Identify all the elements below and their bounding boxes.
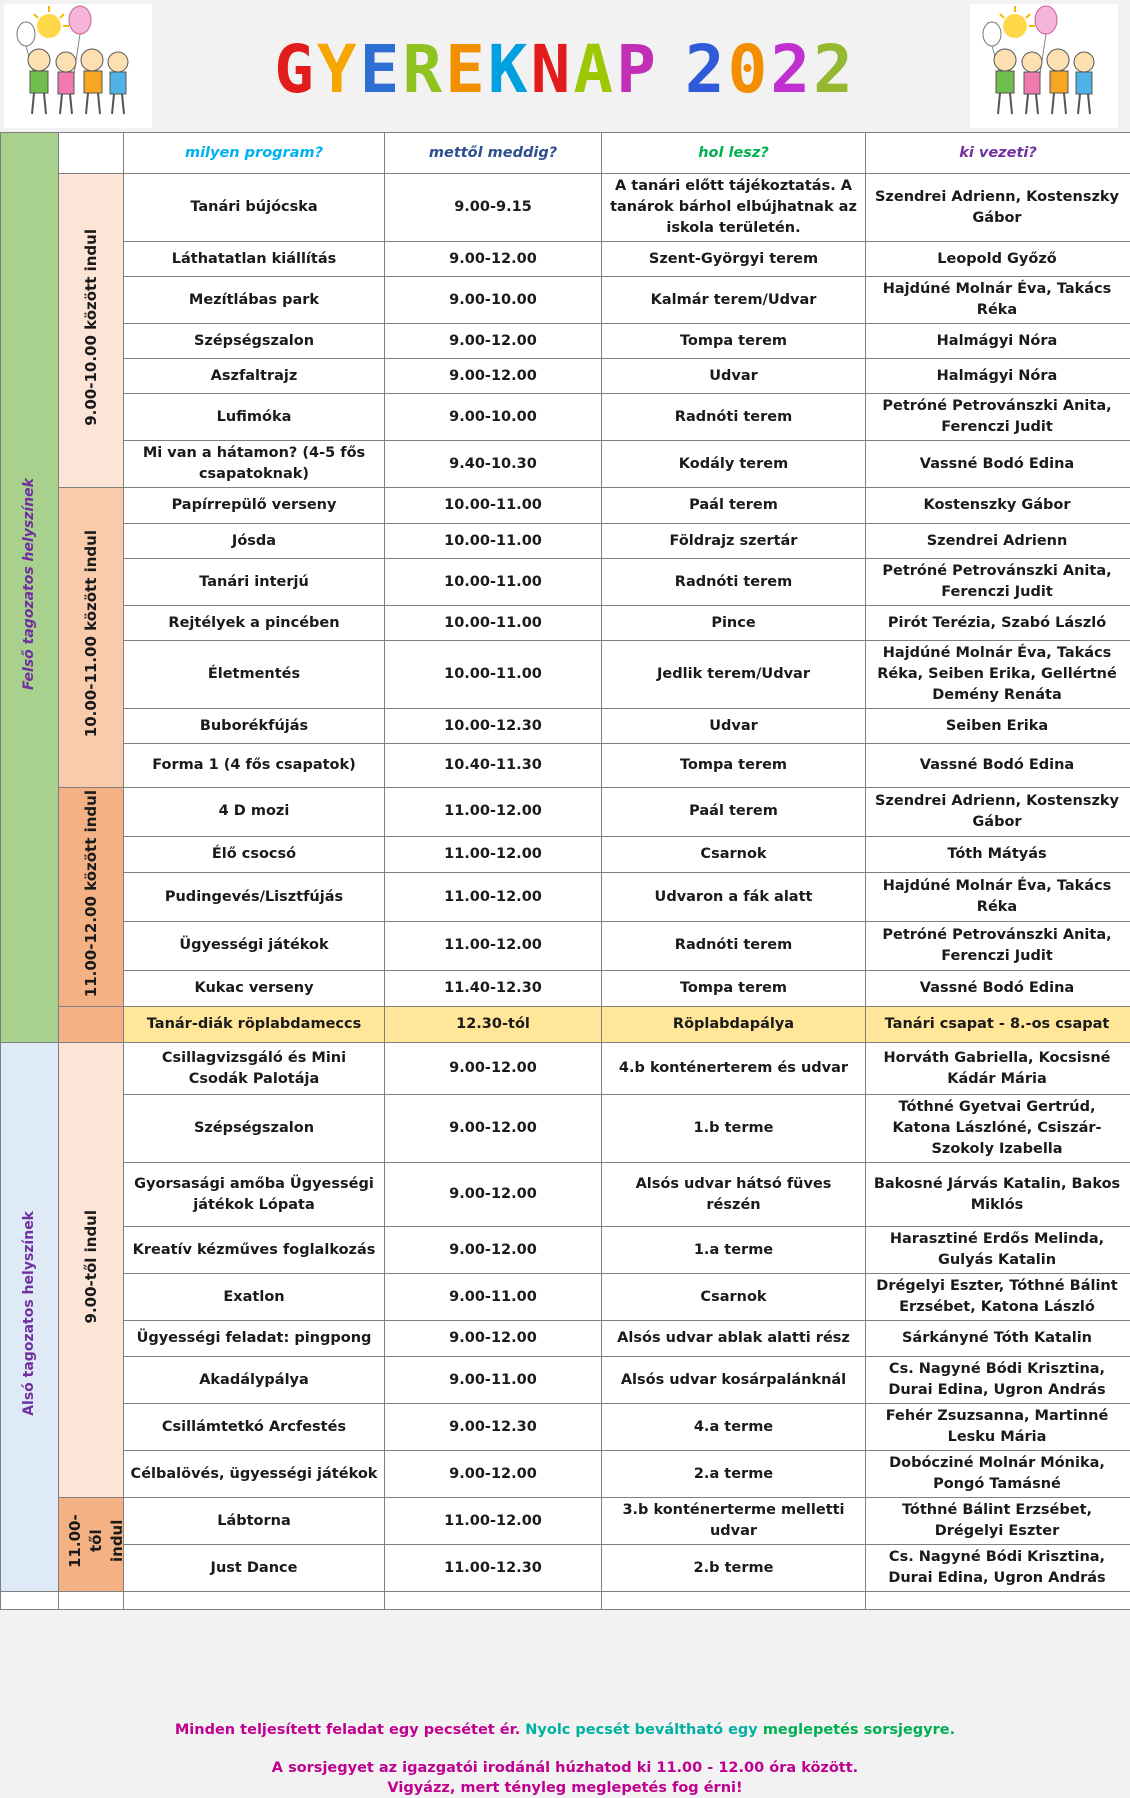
cell-time: 11.00-12.00	[385, 873, 602, 922]
cell-program: Tanári bújócska	[124, 174, 385, 242]
cell-program: Életmentés	[124, 641, 385, 709]
time-group-g4	[59, 1043, 124, 1498]
cell-place: Alsós udvar kosárpalánknál	[602, 1357, 866, 1404]
table-row	[1, 1321, 1130, 1357]
cell-time: 10.00-11.00	[385, 524, 602, 559]
table-row	[1, 970, 1130, 1006]
cell-time: 11.00-12.00	[385, 836, 602, 872]
cell-program: Forma 1 (4 fős csapatok)	[124, 744, 385, 788]
cell-leader: Kostenszky Gábor	[866, 488, 1130, 524]
cell-place: 3.b konténerterme melletti udvar	[602, 1498, 866, 1545]
cell-leader: Horváth Gabriella, Kocsisné Kádár Mária	[866, 1043, 1130, 1095]
cell-place: Udvaron a fák alatt	[602, 873, 866, 922]
title-letter: E	[359, 31, 403, 108]
cell-time: 10.00-12.30	[385, 709, 602, 744]
page-title	[0, 30, 1130, 110]
table-row	[1, 1163, 1130, 1227]
blank-cell	[602, 1592, 866, 1610]
cell-time: 9.00-9.15	[385, 174, 602, 242]
cell-time: 11.00-12.30	[385, 1545, 602, 1592]
table-row	[1, 1007, 1130, 1043]
cell-place: Jedlik terem/Udvar	[602, 641, 866, 709]
table-row	[1, 1357, 1130, 1404]
cell-place: 1.b terme	[602, 1095, 866, 1163]
cell-leader: Pirót Terézia, Szabó László	[866, 606, 1130, 641]
cell-program: Kreatív kézműves foglalkozás	[124, 1227, 385, 1274]
time-group-g3-extra	[59, 1007, 124, 1043]
time-group-label: 10.00-11.00 között indul	[81, 530, 100, 738]
cell-program: Gyorsasági amőba Ügyességi játékok Lópata	[124, 1163, 385, 1227]
cell-place: Paál terem	[602, 788, 866, 837]
table-row	[1, 709, 1130, 744]
cell-time: 9.00-10.00	[385, 277, 602, 324]
table-row	[1, 488, 1130, 524]
cell-time: 11.00-12.00	[385, 1498, 602, 1545]
cell-program: Buborékfújás	[124, 709, 385, 744]
cell-leader: Vassné Bodó Edina	[866, 744, 1130, 788]
cell-leader: Szendrei Adrienn, Kostenszky Gábor	[866, 788, 1130, 837]
cell-place: A tanári előtt tájékoztatás. A tanárok bárhol elbújhatnak az iskola területén.	[602, 174, 866, 242]
cell-leader: Petróné Petrovánszki Anita, Ferenczi Judit	[866, 921, 1130, 970]
cell-place: Radnóti terem	[602, 921, 866, 970]
title-letter: 0	[727, 31, 771, 108]
cell-program: Lábtorna	[124, 1498, 385, 1545]
table-row	[1, 641, 1130, 709]
cell-time: 9.00-12.00	[385, 1227, 602, 1274]
cell-time: 9.00-12.00	[385, 1163, 602, 1227]
cell-program: Kukac verseny	[124, 970, 385, 1006]
title-letter: Y	[316, 31, 360, 108]
blank-cell	[124, 1592, 385, 1610]
cell-leader: Petróné Petrovánszki Anita, Ferenczi Judit	[866, 559, 1130, 606]
time-group-label: 9.00-10.00 között indul	[81, 228, 100, 426]
blank-row	[1, 1592, 1130, 1610]
table-row	[1, 242, 1130, 277]
title-letter: K	[487, 31, 531, 108]
cell-leader: Vassné Bodó Edina	[866, 441, 1130, 488]
cell-time: 10.00-11.00	[385, 641, 602, 709]
cell-time: 12.30-tól	[385, 1007, 602, 1043]
title-letter: G	[274, 31, 317, 108]
footer	[0, 1694, 1130, 1798]
cell-place: Csarnok	[602, 1274, 866, 1321]
time-group-label: 9.00-től indul	[81, 1209, 100, 1324]
cell-leader: Szendrei Adrienn, Kostenszky Gábor	[866, 174, 1130, 242]
cell-leader: Leopold Győző	[866, 242, 1130, 277]
cell-time: 9.00-11.00	[385, 1274, 602, 1321]
cell-program: Akadálypálya	[124, 1357, 385, 1404]
cell-leader: Hajdúné Molnár Éva, Takács Réka	[866, 277, 1130, 324]
cell-leader: Hajdúné Molnár Éva, Takács Réka	[866, 873, 1130, 922]
cell-time: 10.00-11.00	[385, 559, 602, 606]
cell-leader: Halmágyi Nóra	[866, 324, 1130, 359]
children-illustration-right	[970, 4, 1118, 128]
cell-place: Földrajz szertár	[602, 524, 866, 559]
table-row	[1, 559, 1130, 606]
header-blank	[59, 133, 124, 174]
cell-place: Kodály terem	[602, 441, 866, 488]
time-group-label: 11.00-12.00 között indul	[81, 790, 100, 998]
cell-place: 4.a terme	[602, 1404, 866, 1451]
table-row	[1, 836, 1130, 872]
footer-line-1-b: Nyolc pecsét beváltható egy	[525, 1722, 758, 1738]
cell-time: 11.00-12.00	[385, 788, 602, 837]
cell-leader: Sárkányné Tóth Katalin	[866, 1321, 1130, 1357]
cell-place: 1.a terme	[602, 1227, 866, 1274]
table-row	[1, 606, 1130, 641]
cell-program: Élő csocsó	[124, 836, 385, 872]
cell-program: Mi van a hátamon? (4-5 fős csapatoknak)	[124, 441, 385, 488]
blank-cell	[59, 1592, 124, 1610]
cell-time: 9.00-12.00	[385, 1451, 602, 1498]
cell-program: Rejtélyek a pincében	[124, 606, 385, 641]
footer-line-1-a: Minden teljesített feladat egy pecsétet ér.	[174, 1722, 521, 1738]
cell-place: Kalmár terem/Udvar	[602, 277, 866, 324]
table-row	[1, 1545, 1130, 1592]
cell-leader: Halmágyi Nóra	[866, 359, 1130, 394]
table-row	[1, 277, 1130, 324]
table-row	[1, 1095, 1130, 1163]
cell-program: Aszfaltrajz	[124, 359, 385, 394]
cell-program: Tanár-diák röplabdameccs	[124, 1007, 385, 1043]
footer-line-2: A sorsjegyet az igazgatói irodánál húzhatod ki 11.00 - 12.00 óra között.	[271, 1760, 859, 1776]
table-row	[1, 1498, 1130, 1545]
cell-program: Szépségszalon	[124, 324, 385, 359]
header	[0, 0, 1130, 132]
cell-place: Alsós udvar ablak alatti rész	[602, 1321, 866, 1357]
time-group-g2	[59, 488, 124, 788]
footer-line-1	[0, 1722, 1130, 1738]
cell-place: Udvar	[602, 359, 866, 394]
cell-time: 9.00-12.00	[385, 324, 602, 359]
cell-time: 9.00-11.00	[385, 1357, 602, 1404]
header-row	[1, 133, 1130, 174]
section-lower	[1, 1043, 59, 1592]
table-row	[1, 1274, 1130, 1321]
time-group-g3	[59, 788, 124, 1007]
cell-place: Radnóti terem	[602, 559, 866, 606]
cell-program: Láthatatlan kiállítás	[124, 242, 385, 277]
cell-place: Csarnok	[602, 836, 866, 872]
cell-program: Ügyességi feladat: pingpong	[124, 1321, 385, 1357]
table-row	[1, 921, 1130, 970]
cell-leader: Bakosné Járvás Katalin, Bakos Miklós	[866, 1163, 1130, 1227]
cell-leader: Vassné Bodó Edina	[866, 970, 1130, 1006]
table-row	[1, 324, 1130, 359]
cell-program: Csillámtetkó Arcfestés	[124, 1404, 385, 1451]
cell-time: 9.00-12.00	[385, 242, 602, 277]
cell-program: Célbalövés, ügyességi játékok	[124, 1451, 385, 1498]
cell-time: 11.40-12.30	[385, 970, 602, 1006]
cell-leader: Seiben Erika	[866, 709, 1130, 744]
cell-place: Paál terem	[602, 488, 866, 524]
cell-program: Papírrepülő verseny	[124, 488, 385, 524]
table-row	[1, 1043, 1130, 1095]
table-row	[1, 873, 1130, 922]
time-group-g5	[59, 1498, 124, 1592]
table-row	[1, 524, 1130, 559]
cell-place: Udvar	[602, 709, 866, 744]
time-group-g1	[59, 174, 124, 488]
table-row	[1, 394, 1130, 441]
cell-time: 9.40-10.30	[385, 441, 602, 488]
section-upper	[1, 133, 59, 1043]
footer-line-1-c: meglepetés sorsjegyre.	[762, 1722, 956, 1738]
cell-leader: Hajdúné Molnár Éva, Takács Réka, Seiben Erika, Gellértné Demény Renáta	[866, 641, 1130, 709]
cell-leader: Cs. Nagyné Bódi Krisztina, Durai Edina, Ugron András	[866, 1545, 1130, 1592]
cell-place: Pince	[602, 606, 866, 641]
cell-place: Tompa terem	[602, 970, 866, 1006]
title-letter: R	[402, 31, 446, 108]
table-row	[1, 441, 1130, 488]
cell-program: Lufimóka	[124, 394, 385, 441]
cell-time: 9.00-12.00	[385, 359, 602, 394]
section-upper-label: Felső tagozatos helyszínek	[21, 478, 37, 691]
cell-program: Tanári interjú	[124, 559, 385, 606]
section-lower-label: Alsó tagozatos helyszínek	[21, 1211, 37, 1417]
blank-cell	[1, 1592, 59, 1610]
title-letter: 2	[813, 31, 856, 108]
title-letter: P	[616, 31, 659, 108]
cell-program: Just Dance	[124, 1545, 385, 1592]
table-row	[1, 1404, 1130, 1451]
cell-time: 9.00-12.00	[385, 1321, 602, 1357]
header-program: milyen program?	[124, 133, 385, 174]
cell-place: 2.b terme	[602, 1545, 866, 1592]
cell-time: 10.00-11.00	[385, 488, 602, 524]
cell-program: 4 D mozi	[124, 788, 385, 837]
cell-leader: Tanári csapat - 8.-os csapat	[866, 1007, 1130, 1043]
cell-program: Ügyességi játékok	[124, 921, 385, 970]
table-row	[1, 788, 1130, 837]
table-row	[1, 1451, 1130, 1498]
cell-leader: Cs. Nagyné Bódi Krisztina, Durai Edina, Ugron András	[866, 1357, 1130, 1404]
title-letter: 2	[770, 31, 814, 108]
cell-place: Tompa terem	[602, 324, 866, 359]
footer-line-3: Vigyázz, mert tényleg meglepetés fog érni!	[387, 1780, 743, 1796]
cell-place: Röplabdapálya	[602, 1007, 866, 1043]
cell-program: Mezítlábas park	[124, 277, 385, 324]
cell-time: 10.40-11.30	[385, 744, 602, 788]
cell-program: Exatlon	[124, 1274, 385, 1321]
title-letter: E	[445, 31, 488, 108]
title-letter: A	[573, 31, 617, 108]
cell-place: Radnóti terem	[602, 394, 866, 441]
cell-program: Pudingevés/Lisztfújás	[124, 873, 385, 922]
time-group-label: 11.00-től indul	[66, 1514, 126, 1569]
schedule-table-wrap	[0, 132, 1130, 1610]
cell-leader: Tóthné Bálint Erzsébet, Drégelyi Eszter	[866, 1498, 1130, 1545]
cell-time: 10.00-11.00	[385, 606, 602, 641]
title-letter: N	[530, 31, 574, 108]
cell-place: Tompa terem	[602, 744, 866, 788]
header-time: mettől meddig?	[385, 133, 602, 174]
cell-place: Szent-Györgyi terem	[602, 242, 866, 277]
schedule-table	[0, 132, 1130, 1610]
cell-leader: Tóthné Gyetvai Gertrúd, Katona Lászlóné, Csiszár-Szokoly Izabella	[866, 1095, 1130, 1163]
cell-place: Alsós udvar hátsó füves részén	[602, 1163, 866, 1227]
cell-leader: Fehér Zsuzsanna, Martinné Lesku Mária	[866, 1404, 1130, 1451]
cell-leader: Szendrei Adrienn	[866, 524, 1130, 559]
cell-time: 9.00-10.00	[385, 394, 602, 441]
cell-program: Szépségszalon	[124, 1095, 385, 1163]
cell-leader: Harasztiné Erdős Melinda, Gulyás Katalin	[866, 1227, 1130, 1274]
cell-place: 2.a terme	[602, 1451, 866, 1498]
cell-leader: Dobócziné Molnár Mónika, Pongó Tamásné	[866, 1451, 1130, 1498]
cell-time: 9.00-12.00	[385, 1043, 602, 1095]
cell-place: 4.b konténerterem és udvar	[602, 1043, 866, 1095]
cell-leader: Drégelyi Eszter, Tóthné Bálint Erzsébet, Katona László	[866, 1274, 1130, 1321]
cell-leader: Petróné Petrovánszki Anita, Ferenczi Judit	[866, 394, 1130, 441]
header-leader: ki vezeti?	[866, 133, 1130, 174]
table-row	[1, 359, 1130, 394]
blank-cell	[866, 1592, 1130, 1610]
blank-cell	[385, 1592, 602, 1610]
cell-leader: Tóth Mátyás	[866, 836, 1130, 872]
cell-time: 9.00-12.00	[385, 1095, 602, 1163]
table-row	[1, 1227, 1130, 1274]
cell-program: Jósda	[124, 524, 385, 559]
table-row	[1, 174, 1130, 242]
cell-time: 11.00-12.00	[385, 921, 602, 970]
cell-program: Csillagvizsgáló és Mini Csodák Palotája	[124, 1043, 385, 1095]
table-row	[1, 744, 1130, 788]
header-place: hol lesz?	[602, 133, 866, 174]
cell-time: 9.00-12.30	[385, 1404, 602, 1451]
title-letter: 2	[684, 31, 728, 108]
